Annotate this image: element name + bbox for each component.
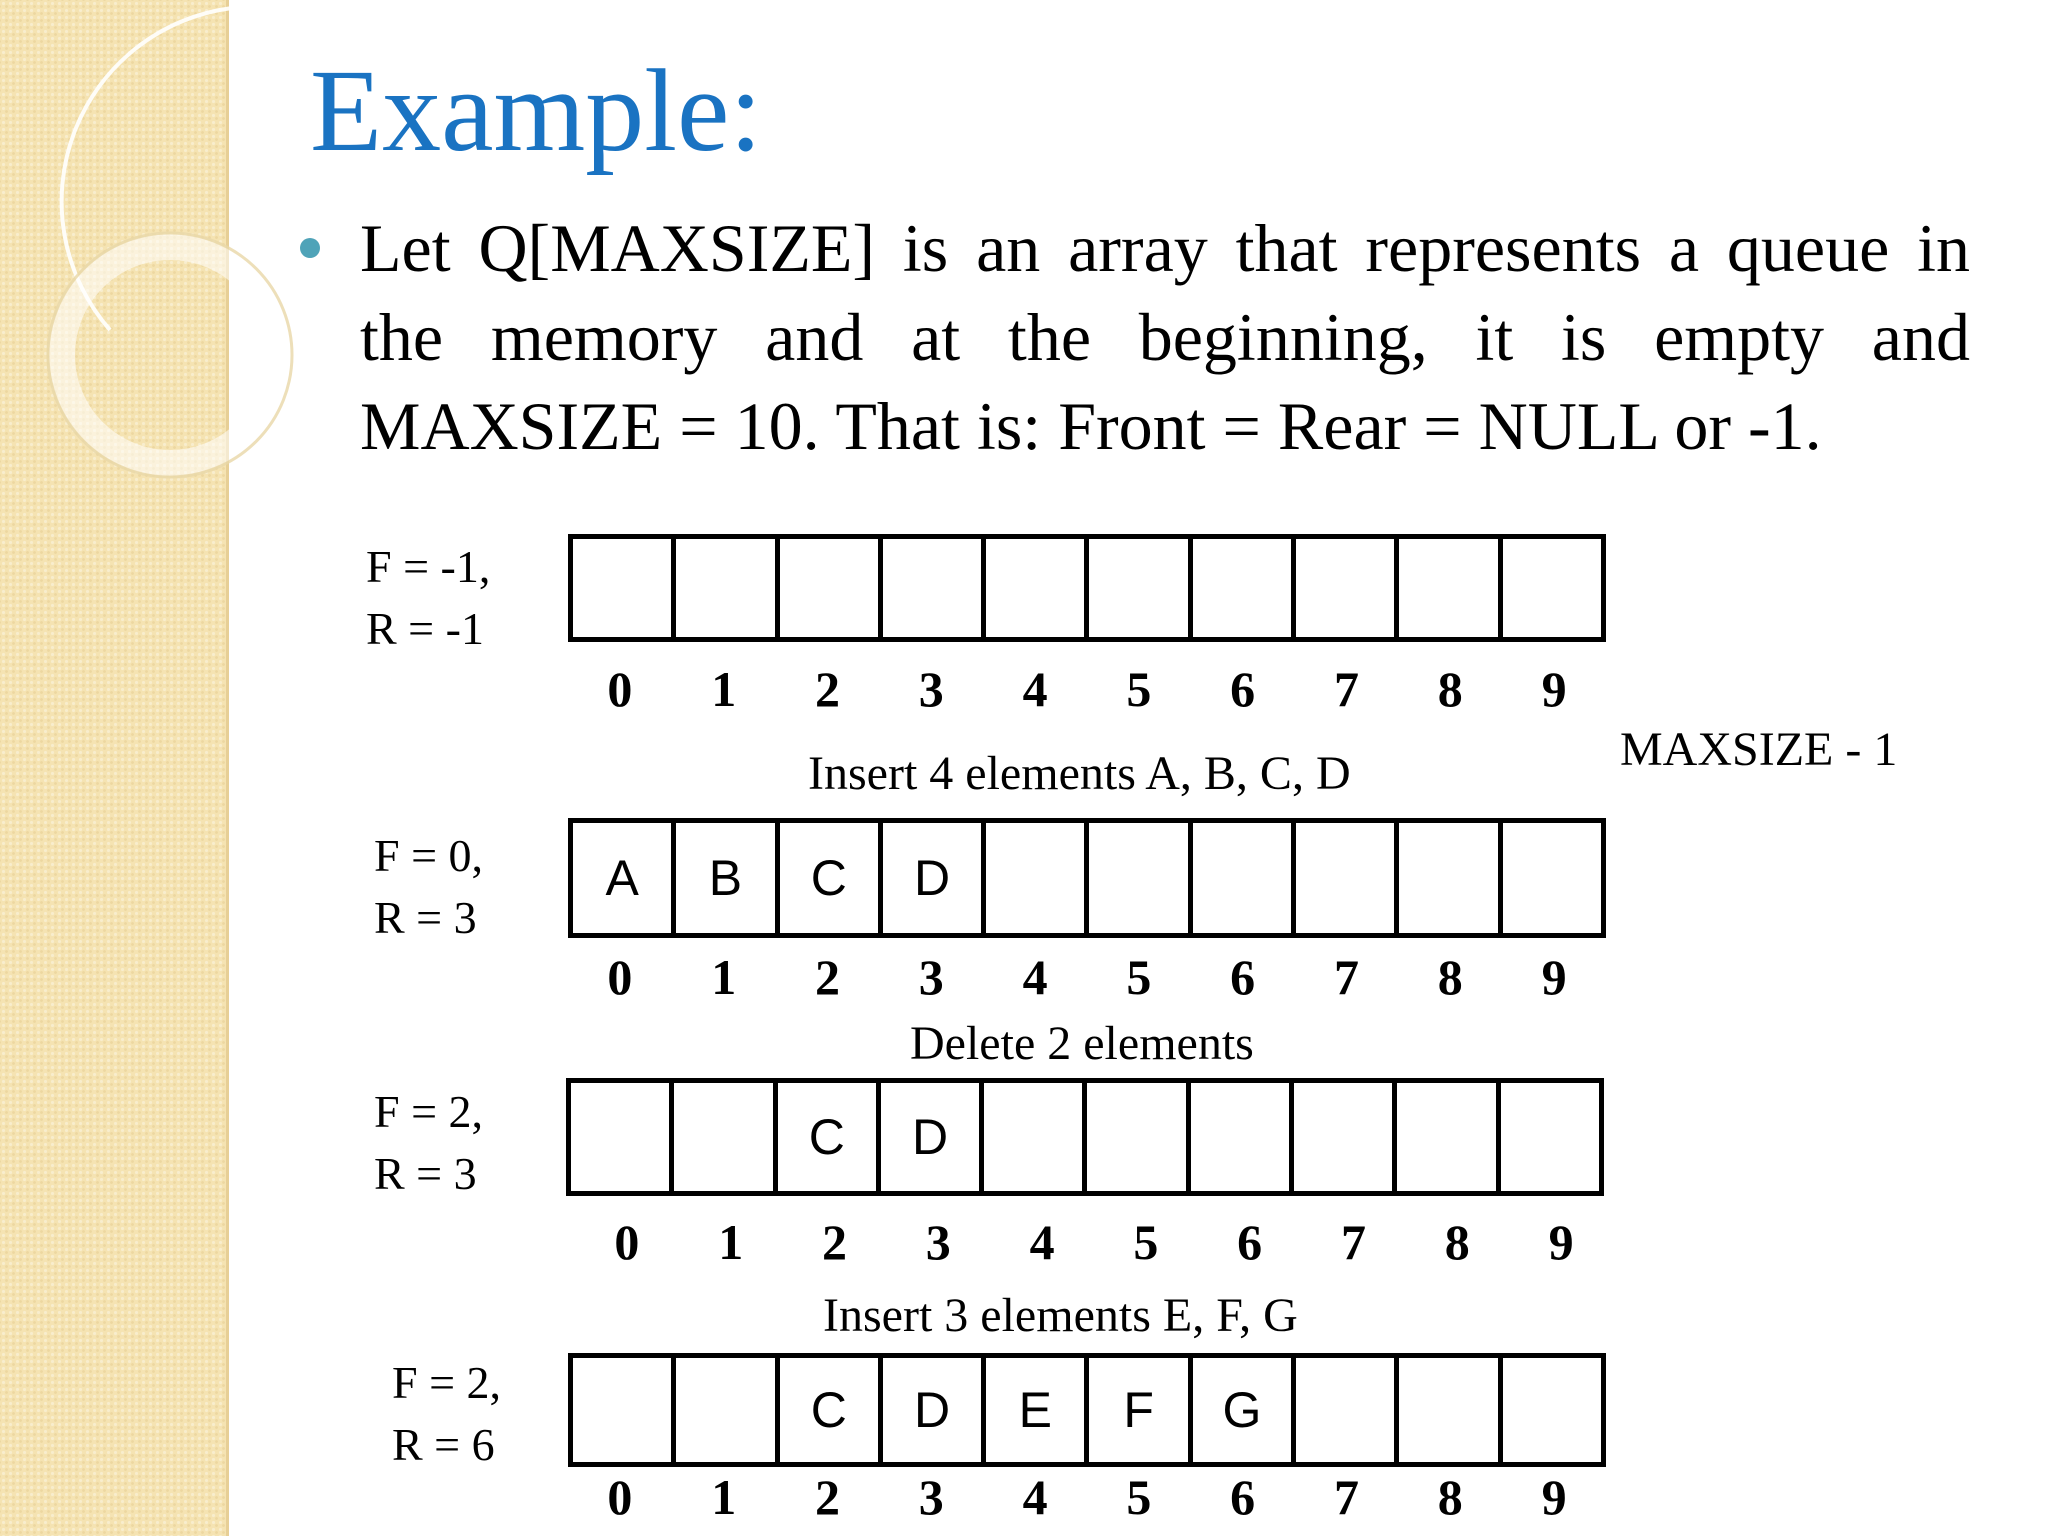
front-label: F = -1,	[366, 541, 491, 592]
index-label: 8	[1437, 949, 1463, 1005]
index-label: 5	[1126, 1469, 1152, 1525]
index-label: 4	[1022, 661, 1048, 717]
index-label: 3	[918, 949, 944, 1005]
index-row-1	[568, 948, 1606, 1006]
queue-cell	[1399, 823, 1502, 933]
caption-delete: Delete 2 elements	[910, 1017, 1254, 1070]
queue-cell	[676, 539, 779, 637]
index-label: 3	[925, 1214, 951, 1270]
queue-cell	[1193, 823, 1296, 933]
rear-label: R = 6	[392, 1419, 495, 1470]
decorative-rings	[0, 0, 340, 520]
queue-cell	[573, 1358, 676, 1462]
queue-cell: D	[881, 1083, 984, 1191]
queue-cell	[984, 1083, 1087, 1191]
queue-cell: F	[1089, 1358, 1192, 1462]
queue-cell	[1191, 1083, 1294, 1191]
queue-cell: C	[778, 1083, 881, 1191]
index-label: 9	[1541, 1469, 1567, 1525]
front-label: F = 0,	[374, 830, 484, 881]
queue-cell	[1399, 1358, 1502, 1462]
index-label: 8	[1437, 661, 1463, 717]
caption-insert-efg: Insert 3 elements E, F, G	[823, 1289, 1298, 1342]
queue-cell	[1503, 1358, 1601, 1462]
index-label: 1	[711, 661, 737, 717]
queue-cell	[986, 539, 1089, 637]
index-label: 6	[1237, 1214, 1263, 1270]
index-label: 9	[1541, 661, 1567, 717]
queue-cell: E	[986, 1358, 1089, 1462]
state-0-labels	[366, 536, 490, 660]
index-label: 8	[1437, 1469, 1463, 1525]
queue-cell	[1087, 1083, 1190, 1191]
index-label: 6	[1230, 661, 1256, 717]
state-2-labels	[374, 1081, 483, 1205]
slide-title: Example:	[310, 45, 763, 176]
queue-cell	[573, 539, 676, 637]
index-row-2	[575, 1213, 1613, 1271]
index-label: 4	[1022, 949, 1048, 1005]
index-label: 3	[918, 1469, 944, 1525]
queue-cell	[1296, 1358, 1399, 1462]
index-label: 5	[1133, 1214, 1159, 1270]
index-row-0	[568, 660, 1606, 718]
index-label: 2	[814, 1469, 840, 1525]
index-label: 2	[814, 949, 840, 1005]
caption-insert-abcd: Insert 4 elements A, B, C, D	[808, 747, 1351, 800]
index-label: 2	[821, 1214, 847, 1270]
index-label: 9	[1541, 949, 1567, 1005]
index-label: 0	[607, 949, 633, 1005]
queue-cell: A	[573, 823, 676, 933]
queue-array-1	[568, 818, 1606, 938]
queue-cell: D	[883, 1358, 986, 1462]
index-label: 7	[1333, 949, 1359, 1005]
queue-cell	[1397, 1083, 1500, 1191]
index-label: 5	[1126, 661, 1152, 717]
queue-cell	[571, 1083, 674, 1191]
queue-cell: B	[676, 823, 779, 933]
state-1-labels	[374, 825, 483, 949]
index-label: 6	[1230, 1469, 1256, 1525]
queue-cell: G	[1193, 1358, 1296, 1462]
queue-array-3	[568, 1353, 1606, 1467]
index-label: 5	[1126, 949, 1152, 1005]
bullet-text: Let Q[MAXSIZE] is an array that represents a queue in the memory and at the beginning, it is empty and MAXSIZE = 10. That is: Front = Rear = NULL or -1.	[360, 210, 1970, 464]
rear-label: R = 3	[374, 892, 477, 943]
queue-array-2	[566, 1078, 1604, 1196]
index-label: 8	[1444, 1214, 1470, 1270]
index-label: 7	[1333, 1469, 1359, 1525]
index-label: 3	[918, 661, 944, 717]
bullet-dot-icon	[300, 238, 320, 258]
index-label: 7	[1333, 661, 1359, 717]
index-label: 1	[711, 1469, 737, 1525]
maxsize-note: MAXSIZE - 1	[1620, 723, 1898, 776]
queue-cell: C	[780, 823, 883, 933]
queue-cell	[780, 539, 883, 637]
rear-label: R = 3	[374, 1148, 477, 1199]
queue-cell	[1193, 539, 1296, 637]
queue-array-0	[568, 534, 1606, 642]
index-row-3	[568, 1468, 1606, 1526]
index-label: 2	[814, 661, 840, 717]
queue-cell	[1399, 539, 1502, 637]
index-label: 0	[607, 661, 633, 717]
index-label: 0	[607, 1469, 633, 1525]
state-3-labels	[392, 1352, 501, 1476]
queue-cell	[676, 1358, 779, 1462]
index-label: 4	[1029, 1214, 1055, 1270]
index-label: 1	[718, 1214, 744, 1270]
index-label: 9	[1548, 1214, 1574, 1270]
queue-cell	[1089, 823, 1192, 933]
queue-cell	[1503, 823, 1601, 933]
index-label: 7	[1340, 1214, 1366, 1270]
queue-cell	[1501, 1083, 1599, 1191]
front-label: F = 2,	[392, 1357, 502, 1408]
queue-cell	[1296, 823, 1399, 933]
queue-cell	[1294, 1083, 1397, 1191]
queue-cell: C	[780, 1358, 883, 1462]
queue-cell	[674, 1083, 777, 1191]
queue-cell	[1089, 539, 1192, 637]
index-label: 0	[614, 1214, 640, 1270]
queue-cell	[986, 823, 1089, 933]
index-label: 6	[1230, 949, 1256, 1005]
queue-cell: D	[883, 823, 986, 933]
queue-cell	[1296, 539, 1399, 637]
front-label: F = 2,	[374, 1086, 484, 1137]
rear-label: R = -1	[366, 603, 484, 654]
index-label: 1	[711, 949, 737, 1005]
index-label: 4	[1022, 1469, 1048, 1525]
queue-cell	[1503, 539, 1601, 637]
queue-cell	[883, 539, 986, 637]
